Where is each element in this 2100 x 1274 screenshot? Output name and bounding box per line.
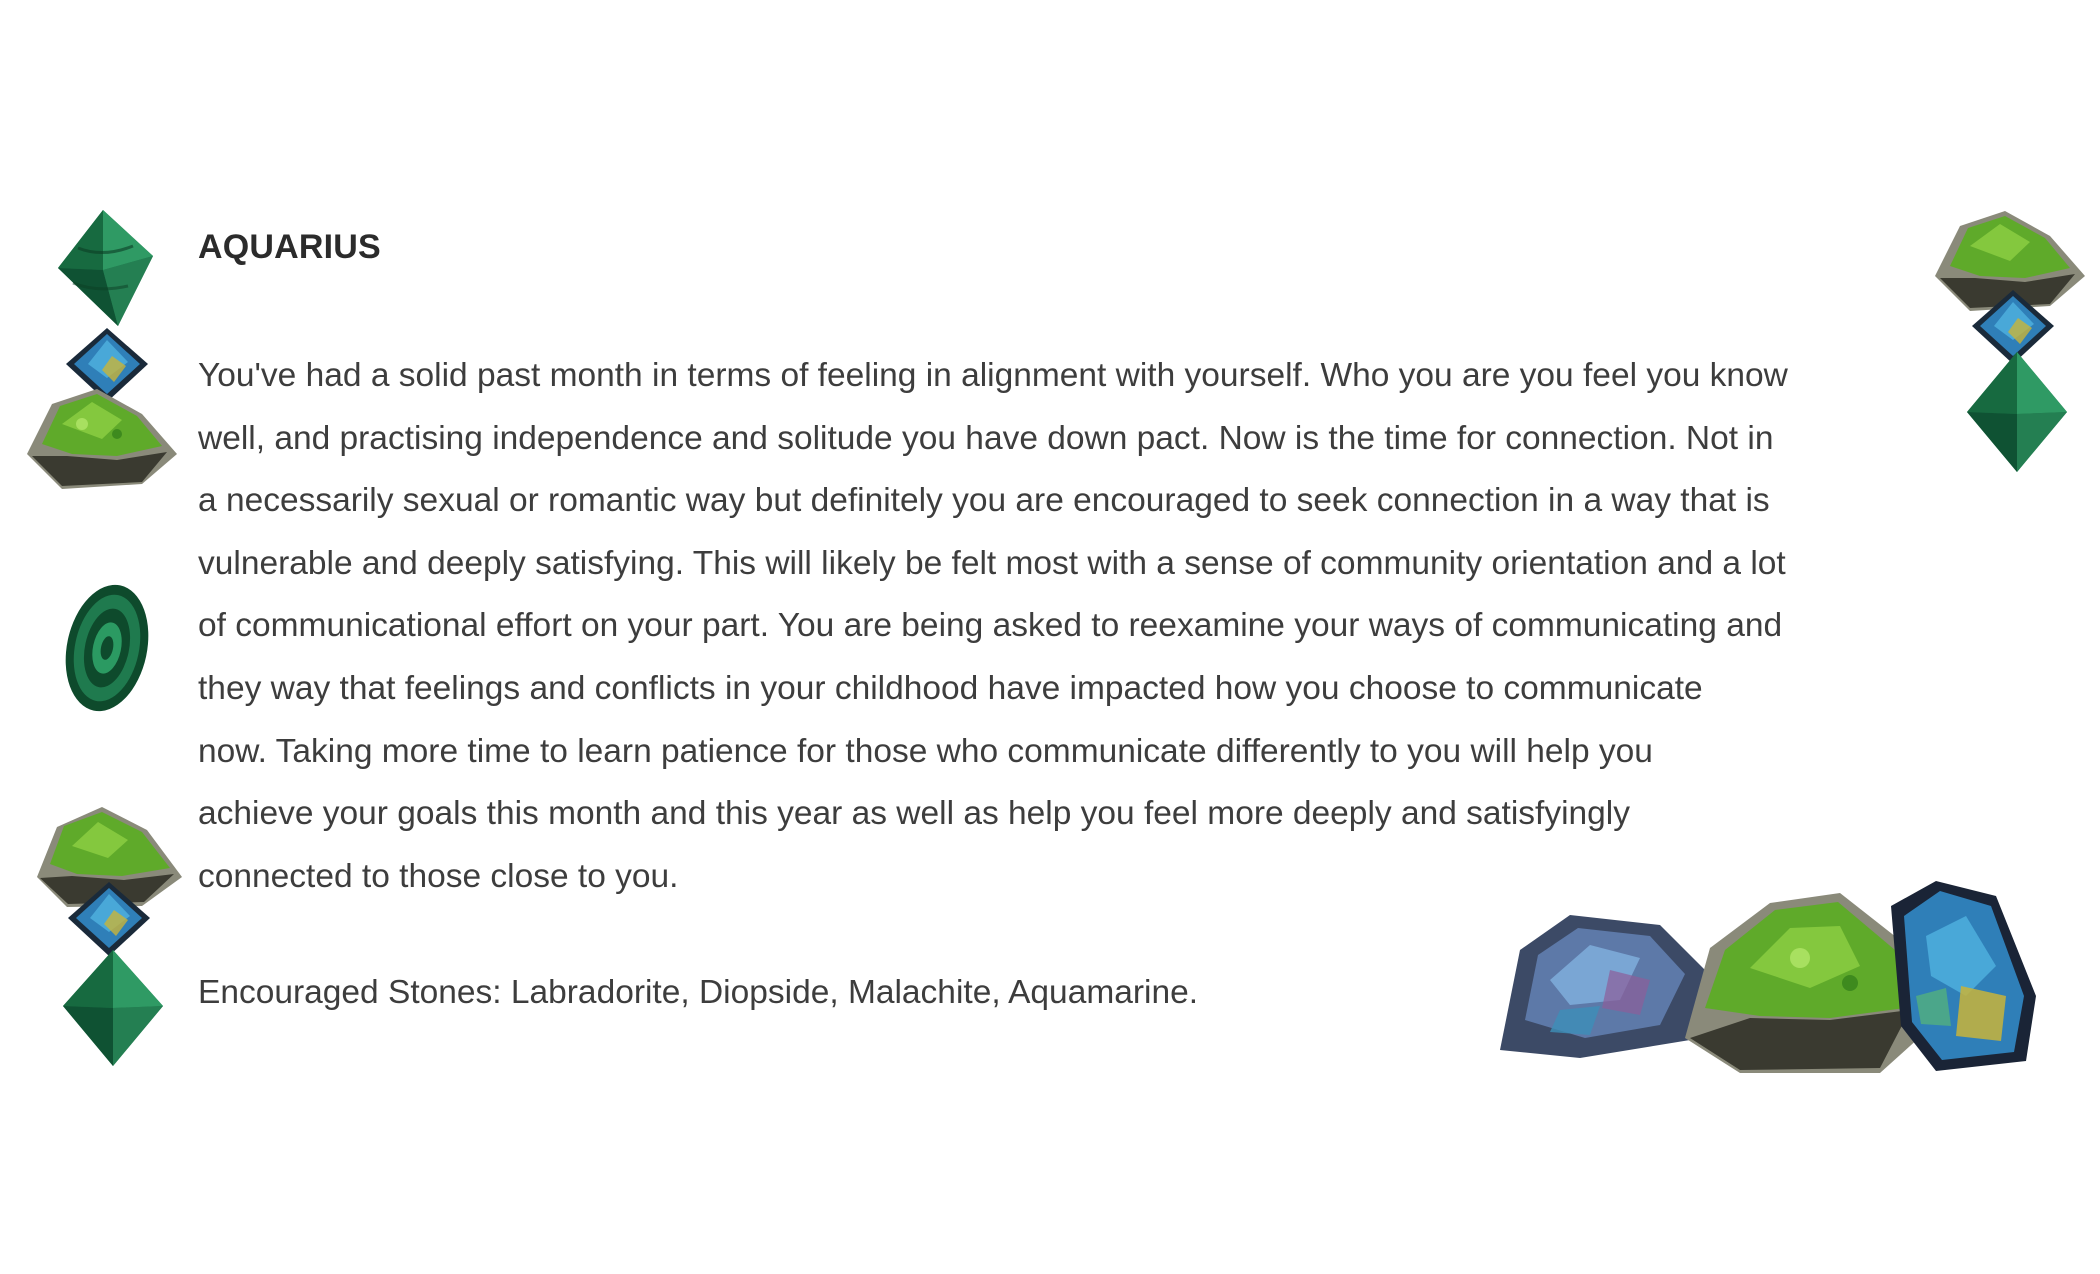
reading-line: they way that feelings and conflicts in your childhood have impacted how you choose to communicate xyxy=(198,669,1703,707)
reading-line: of communicational effort on your part. You are being asked to reexamine your ways of communicating and xyxy=(198,607,1783,645)
malachite-tumbled-icon xyxy=(62,580,152,715)
encouraged-stones-text: Encouraged Stones: Labradorite, Diopside, Malachite, Aquamarine. xyxy=(198,974,1199,1012)
reading-line: connected to those close to you. xyxy=(198,857,679,895)
reading-line: now. Taking more time to learn patience for those who communicate differently to you will help you xyxy=(198,732,1653,770)
reading-line: vulnerable and deeply satisfying. This will likely be felt most with a sense of community orientation and a lot xyxy=(198,544,1786,582)
diopside-rock-icon xyxy=(22,384,182,494)
reading-line: You've had a solid past month in terms of feeling in alignment with yourself. Who you are you feel you know xyxy=(198,357,1788,394)
malachite-octahedron-icon xyxy=(48,208,158,338)
sign-title: AQUARIUS xyxy=(198,228,381,266)
malachite-octahedron-icon xyxy=(1962,350,2072,475)
reading-line: a necessarily sexual or romantic way but definitely you are encouraged to seek connection in a way that is xyxy=(198,482,1770,520)
labradorite-rough-icon xyxy=(1490,910,1710,1060)
reading-line: achieve your goals this month and this year as well as help you feel more deeply and satisfyingly xyxy=(198,795,1630,833)
reading-paragraph xyxy=(198,345,1958,908)
labradorite-slab-icon xyxy=(1876,876,2046,1076)
malachite-octahedron-icon xyxy=(58,948,168,1068)
reading-line: well, and practising independence and solitude you have down pact. Now is the time for connection. Not in xyxy=(198,419,1774,457)
